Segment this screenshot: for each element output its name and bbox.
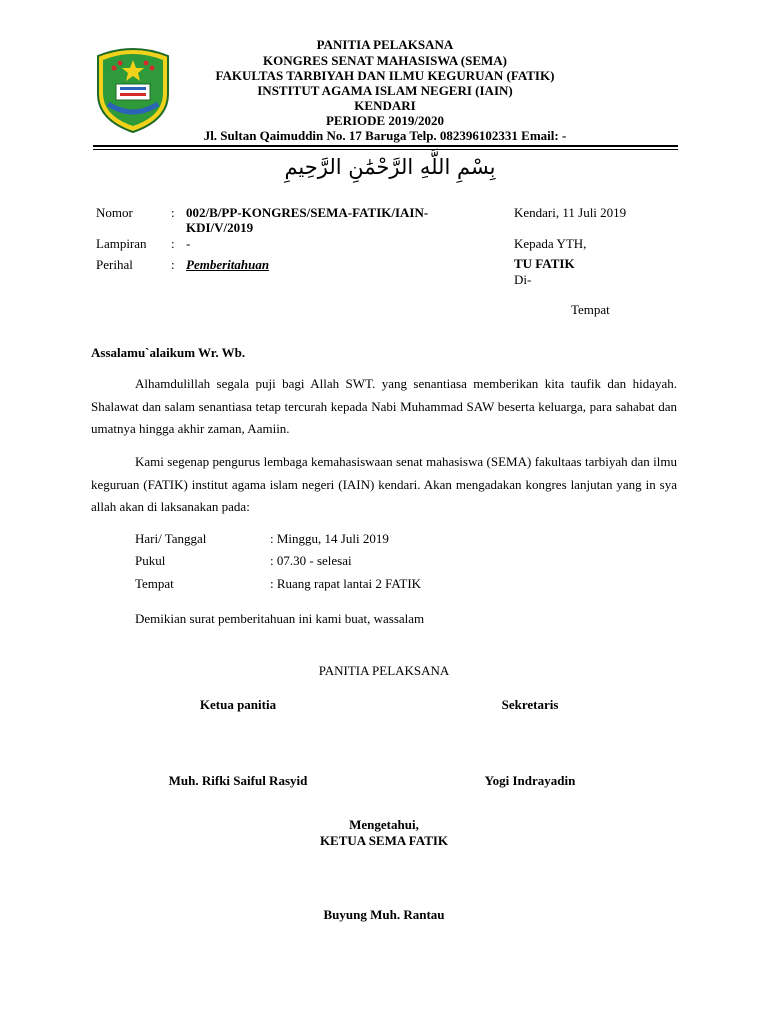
committee-title: PANITIA PELAKSANA (318, 663, 450, 678)
perihal-value: Pemberitahuan (186, 257, 270, 272)
basmalah: بِسْمِ اللَّهِ الرَّحْمَٰنِ الرَّحِيمِ (284, 155, 496, 179)
lampiran-colon: : (171, 236, 175, 251)
nomor-value-2: KDI/V/2019 (186, 220, 254, 235)
header-line-2: KONGRES SENAT MAHASISWA (SEMA) (262, 53, 508, 68)
greeting: Assalamu`alaikum Wr. Wb. (91, 345, 246, 360)
header-line-6: PERIODE 2019/2020 (325, 113, 445, 128)
header-rule-thick (93, 145, 678, 147)
nomor-label: Nomor (96, 205, 133, 220)
detail-value-place: : Ruang rapat lantai 2 FATIK (270, 576, 422, 591)
perihal-label: Perihal (96, 257, 133, 272)
header-line-3: FAKULTAS TARBIYAH DAN ILMU KEGURUAN (FATIK) (215, 68, 555, 83)
nomor-value-1: 002/B/PP-KONGRES/SEMA-FATIK/IAIN- (186, 205, 429, 220)
ketua-title: Ketua panitia (199, 697, 277, 712)
recipient-tempat: Tempat (571, 302, 610, 317)
detail-value-time: : 07.30 - selesai (270, 553, 352, 568)
header-line-1: PANITIA PELAKSANA (316, 37, 454, 52)
recipient-di: Di- (514, 272, 532, 287)
detail-label-date: Hari/ Tanggal (135, 531, 207, 546)
header-rule-thin (93, 149, 678, 150)
mengetahui-label: Mengetahui, (349, 817, 419, 832)
lampiran-label: Lampiran (96, 236, 147, 251)
header-line-5: KENDARI (354, 98, 416, 113)
detail-label-place: Tempat (135, 576, 174, 591)
header-line-4: INSTITUT AGAMA ISLAM NEGERI (IAIN) (257, 83, 513, 98)
nomor-colon: : (171, 205, 175, 220)
detail-value-date: : Minggu, 14 Juli 2019 (270, 531, 389, 546)
detail-label-time: Pukul (135, 553, 166, 568)
header-address: Jl. Sultan Qaimuddin No. 17 Baruga Telp. 082396102331 Email: - (203, 128, 567, 143)
paragraph-2: Kami segenap pengurus lembaga kemahasiswaan senat mahasiswa (SEMA) fakultaas tarbiyah dan ilmu keguruan (FATIK) institut agama islam negeri (IAIN) kendari. Akan mengadakan kongres lanjutan yang in sya allah akan di laksanakan pada: (91, 454, 677, 514)
sekretaris-title: Sekretaris (501, 697, 559, 712)
closing-text: Demikian surat pemberitahuan ini kami buat, wassalam (135, 611, 425, 626)
recipient-kepada: Kepada YTH, (514, 236, 587, 251)
recipient-name: TU FATIK (514, 256, 575, 271)
paragraph-1: Alhamdulillah segala puji bagi Allah SWT. yang senantiasa memberikan kita taufik dan hidayah. Shalawat dan salam senantiasa tetap tercurah kepada Nabi Muhammad SAW beserta keluarga, para sahabat dan umatnya hingga akhir zaman, Aamiin. (91, 376, 677, 436)
perihal-colon: : (171, 257, 175, 272)
letter-date: Kendari, 11 Juli 2019 (514, 205, 627, 220)
ketua-name: Muh. Rifki Saiful Rasyid (168, 773, 308, 788)
ketua-sema-title: KETUA SEMA FATIK (319, 833, 449, 848)
sekretaris-name: Yogi Indrayadin (484, 773, 576, 788)
lampiran-value: - (186, 236, 191, 251)
ketua-sema-name: Buyung Muh. Rantau (323, 907, 445, 922)
